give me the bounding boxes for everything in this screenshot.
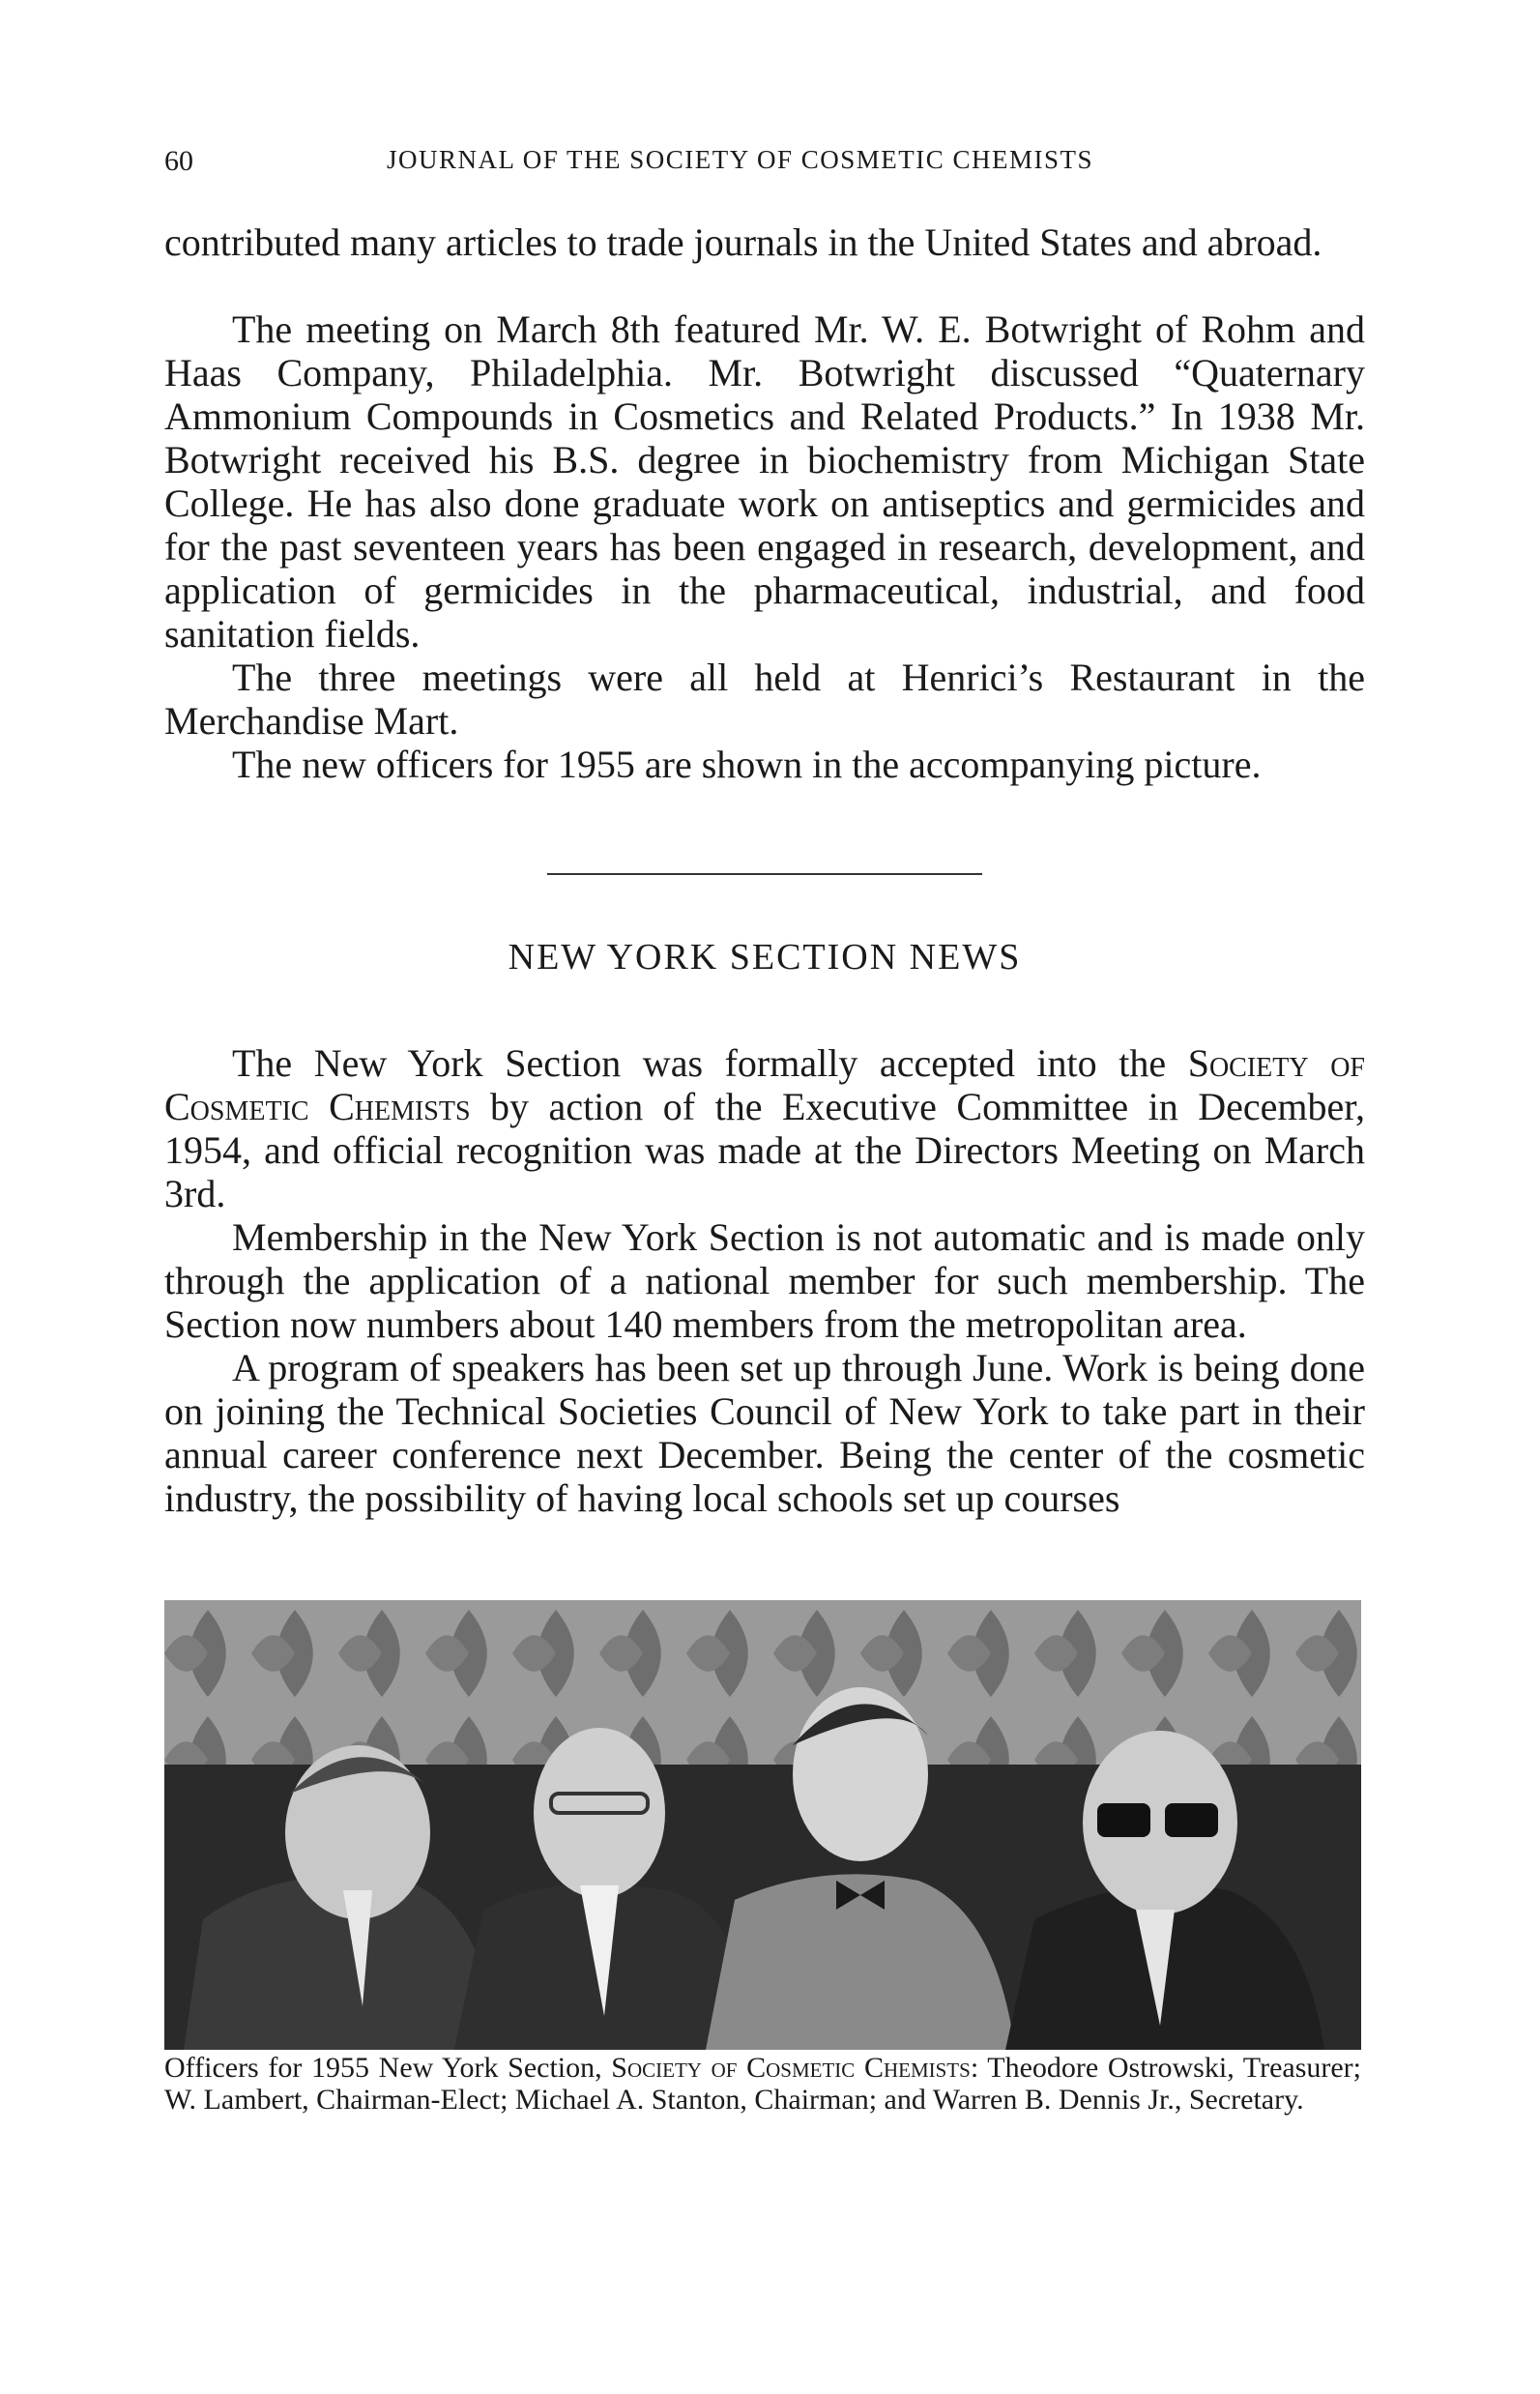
running-header	[164, 145, 1373, 184]
officers-photo-illustration	[164, 1600, 1361, 2050]
paragraph-ny-accepted	[164, 1041, 1365, 1215]
photo-caption	[164, 2052, 1361, 2116]
society-name: Society of Cosmetic Chemists	[164, 1041, 1366, 1128]
paragraph-new-officers: The new officers for 1955 are shown in the accompanying picture.	[232, 743, 1262, 786]
paragraph-continued: contributed many articles to trade journals in the United States and abroad.	[164, 220, 1322, 264]
section-heading: NEW YORK SECTION NEWS	[508, 937, 1022, 978]
caption-text-b: : Theodore Ostrowski, Treasurer; W. Lambert, Chairman-Elect; Michael A. Stanton, Chairman; and Warren B. Dennis Jr., Secretary.	[164, 2052, 1362, 2116]
paragraph-botwright: The meeting on March 8th featured Mr. W. E. Botwright of Rohm and Haas Company, Philadelphia. Mr. Botwright discussed “Quaternary Ammonium Compounds in Cosmetics and Related Products.” In 1938 Mr. Botwright received his B.S. degree in biochemistry from Michigan State College. He has also done graduate work on antiseptics and germicides and for the past seventeen years has been engaged in research, development, and application of germicides in the pharmaceutical, industrial, and food sanitation fields.	[164, 307, 1365, 656]
page-number: 60	[164, 145, 193, 177]
paragraph-program: A program of speakers has been set up through June. Work is being done on joining the Technical Societies Council of New York to take part in their annual career conference next December. Being the center of the cosmetic industry, the possibility of having local schools set up courses	[164, 1346, 1365, 1520]
ny-text-a: The New York Section was formally accepted into the	[232, 1041, 1188, 1085]
section-divider	[547, 873, 982, 875]
journal-title: JOURNAL OF THE SOCIETY OF COSMETIC CHEMISTS	[387, 145, 1094, 174]
ny-text-b: by action of the Executive Committee in December, 1954, and official recognition was made at the Directors Meeting on March 3rd.	[164, 1085, 1365, 1215]
paragraph-meetings: The three meetings were all held at Henrici’s Restaurant in the Merchandise Mart.	[164, 656, 1365, 743]
officers-photo	[164, 1600, 1361, 2050]
caption-text-a: Officers for 1955 New York Section,	[164, 2052, 612, 2084]
paragraph-membership: Membership in the New York Section is not automatic and is made only through the application of a national member for such membership. The Section now numbers about 140 members from the metropolitan area.	[164, 1215, 1365, 1346]
caption-society-name: Society of Cosmetic Chemists	[611, 2052, 971, 2084]
